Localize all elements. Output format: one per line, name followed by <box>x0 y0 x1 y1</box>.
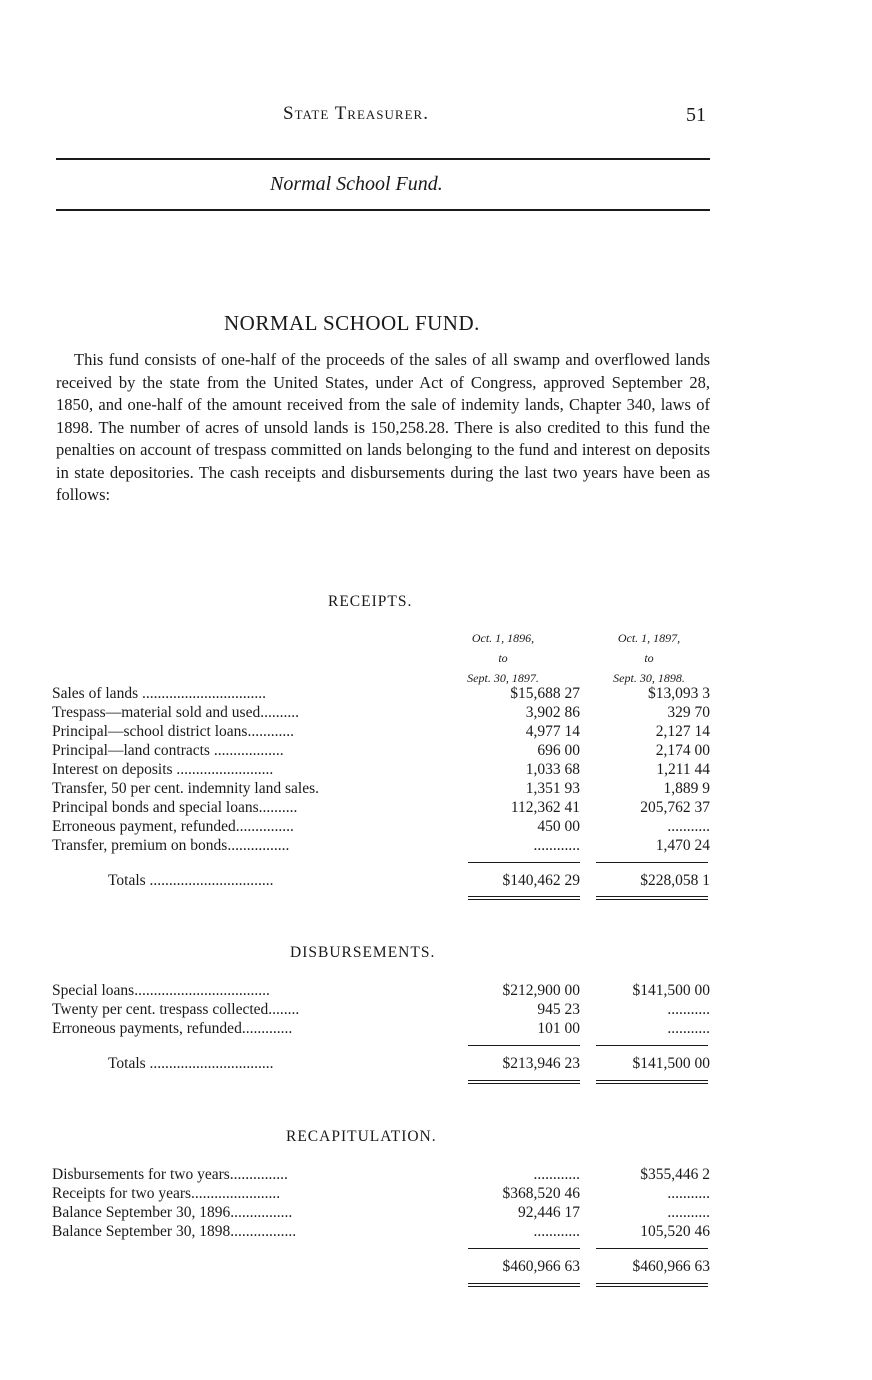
running-head: State Treasurer. <box>283 103 429 124</box>
row-label: Interest on deposits ......................... <box>52 761 274 778</box>
row-label: Erroneous payment, refunded............... <box>52 818 294 835</box>
row-value-1897: ............ <box>533 1223 580 1240</box>
recap-sum-line-2 <box>596 1248 708 1249</box>
table-row <box>52 1166 712 1185</box>
disb-sum-line-2 <box>596 1045 708 1046</box>
totals-value-1898: $228,058 1 <box>640 872 710 889</box>
row-label: Sales of lands ................................ <box>52 685 266 702</box>
row-value-1898: $355,446 2 <box>640 1166 710 1183</box>
table-row <box>52 723 712 742</box>
table-row <box>52 1020 712 1039</box>
table-row <box>52 761 712 780</box>
col1-line3: Sept. 30, 1897. <box>467 671 539 685</box>
table-row <box>52 685 712 704</box>
page-number: 51 <box>686 104 706 126</box>
table-row <box>52 1185 712 1204</box>
receipts-double-rule-1 <box>468 896 580 900</box>
row-label: Receipts for two years....................... <box>52 1185 281 1202</box>
row-value-1897: 945 23 <box>537 1001 580 1018</box>
row-value-1898: 1,470 24 <box>655 837 710 854</box>
totals-value-1897: $140,462 29 <box>502 872 580 889</box>
header-rule-bottom <box>56 209 710 211</box>
row-value-1898: ........... <box>667 818 710 835</box>
table-row <box>52 982 712 1001</box>
row-value-1898: 1,889 9 <box>663 780 710 797</box>
row-value-1897: $15,688 27 <box>510 685 580 702</box>
table-row <box>52 1223 712 1242</box>
row-value-1898: ........... <box>667 1185 710 1202</box>
row-value-1897: 696 00 <box>537 742 580 759</box>
recapitulation-heading: RECAPITULATION. <box>286 1128 437 1145</box>
row-label: Balance September 30, 1896................ <box>52 1204 293 1221</box>
row-value-1897: 3,902 86 <box>525 704 580 721</box>
receipts-sum-line-2 <box>596 862 708 863</box>
disbursements-totals-row <box>52 1055 712 1074</box>
recap-double-rule-1 <box>468 1283 580 1287</box>
table-row <box>52 837 712 856</box>
receipts-double-rule-2 <box>596 896 708 900</box>
row-label: Principal—land contracts .................. <box>52 742 284 759</box>
totals-value-1898: $460,966 63 <box>632 1258 710 1275</box>
table-row <box>52 1204 712 1223</box>
header-rule-top <box>56 158 710 160</box>
row-value-1897: 450 00 <box>537 818 580 835</box>
row-label: Trespass—material sold and used.......... <box>52 704 299 721</box>
col1-line2: to <box>498 651 508 665</box>
row-label: Balance September 30, 1898................. <box>52 1223 297 1240</box>
totals-value-1897: $213,946 23 <box>502 1055 580 1072</box>
row-label: Erroneous payments, refunded............. <box>52 1020 293 1037</box>
row-value-1898: ........... <box>667 1020 710 1037</box>
row-label: Transfer, 50 per cent. indemnity land sales. <box>52 780 319 797</box>
receipts-col2-header <box>584 628 714 688</box>
recapitulation-totals-row <box>52 1258 712 1277</box>
receipts-heading: RECEIPTS. <box>328 593 413 610</box>
table-row <box>52 742 712 761</box>
row-value-1897: 4,977 14 <box>525 723 580 740</box>
totals-label: Totals ................................ <box>108 1055 274 1072</box>
row-value-1897: 101 00 <box>537 1020 580 1037</box>
row-label: Twenty per cent. trespass collected........ <box>52 1001 300 1018</box>
col1-line1: Oct. 1, 1896, <box>471 631 535 645</box>
col2-line1: Oct. 1, 1897, <box>617 631 681 645</box>
row-label: Special loans................................... <box>52 982 270 999</box>
row-value-1897: ............ <box>533 1166 580 1183</box>
intro-paragraph: This fund consists of one-half of the proceeds of the sales of all swamp and overflowed lands received by the state from the United States, under Act of Congress, approved September 28, 1850, and one-half of the amount received from the sale of indemity lands, Chapter 340, laws of 1898. The number of acres of unsold lands is 150,258.28. There is also credited to this fund the penalties on account of trespass committed on lands belonging to the fund and interest on deposits in state depositories. The cash receipts and disbursements during the last two years have been as follows: <box>56 350 710 504</box>
row-value-1898: 1,211 44 <box>656 761 710 778</box>
section-subhead: Normal School Fund. <box>270 173 443 195</box>
recap-double-rule-2 <box>596 1283 708 1287</box>
recap-sum-line-1 <box>468 1248 580 1249</box>
row-value-1897: $212,900 00 <box>502 982 580 999</box>
disb-double-rule-2 <box>596 1080 708 1084</box>
totals-label: Totals ................................ <box>108 872 274 889</box>
receipts-col1-header <box>436 628 570 688</box>
table-row <box>52 1001 712 1020</box>
row-value-1898: 105,520 46 <box>640 1223 710 1240</box>
row-value-1898: ........... <box>667 1204 710 1221</box>
disb-sum-line-1 <box>468 1045 580 1046</box>
table-row <box>52 799 712 818</box>
page-title: NORMAL SCHOOL FUND. <box>224 311 480 335</box>
totals-value-1898: $141,500 00 <box>632 1055 710 1072</box>
row-label: Principal—school district loans............ <box>52 723 294 740</box>
row-value-1898: 329 70 <box>667 704 710 721</box>
row-value-1898: 2,174 00 <box>655 742 710 759</box>
receipts-totals-row <box>52 872 712 891</box>
row-value-1898: 2,127 14 <box>655 723 710 740</box>
col2-line3: Sept. 30, 1898. <box>613 671 685 685</box>
row-label: Disbursements for two years............... <box>52 1166 288 1183</box>
row-value-1897: ............ <box>533 837 580 854</box>
row-value-1897: 92,446 17 <box>518 1204 580 1221</box>
receipts-sum-line-1 <box>468 862 580 863</box>
row-value-1898: $13,093 3 <box>648 685 710 702</box>
table-row <box>52 780 712 799</box>
table-row <box>52 818 712 837</box>
row-value-1897: 1,351 93 <box>525 780 580 797</box>
row-value-1898: 205,762 37 <box>640 799 710 816</box>
row-value-1897: 112,362 41 <box>510 799 580 816</box>
row-label: Transfer, premium on bonds................ <box>52 837 290 854</box>
row-value-1898: ........... <box>667 1001 710 1018</box>
row-label: Principal bonds and special loans.......... <box>52 799 298 816</box>
disbursements-heading: DISBURSEMENTS. <box>290 944 436 961</box>
col2-line2: to <box>644 651 654 665</box>
row-value-1897: $368,520 46 <box>502 1185 580 1202</box>
row-value-1898: $141,500 00 <box>632 982 710 999</box>
disb-double-rule-1 <box>468 1080 580 1084</box>
totals-value-1897: $460,966 63 <box>502 1258 580 1275</box>
table-row <box>52 704 712 723</box>
row-value-1897: 1,033 68 <box>525 761 580 778</box>
